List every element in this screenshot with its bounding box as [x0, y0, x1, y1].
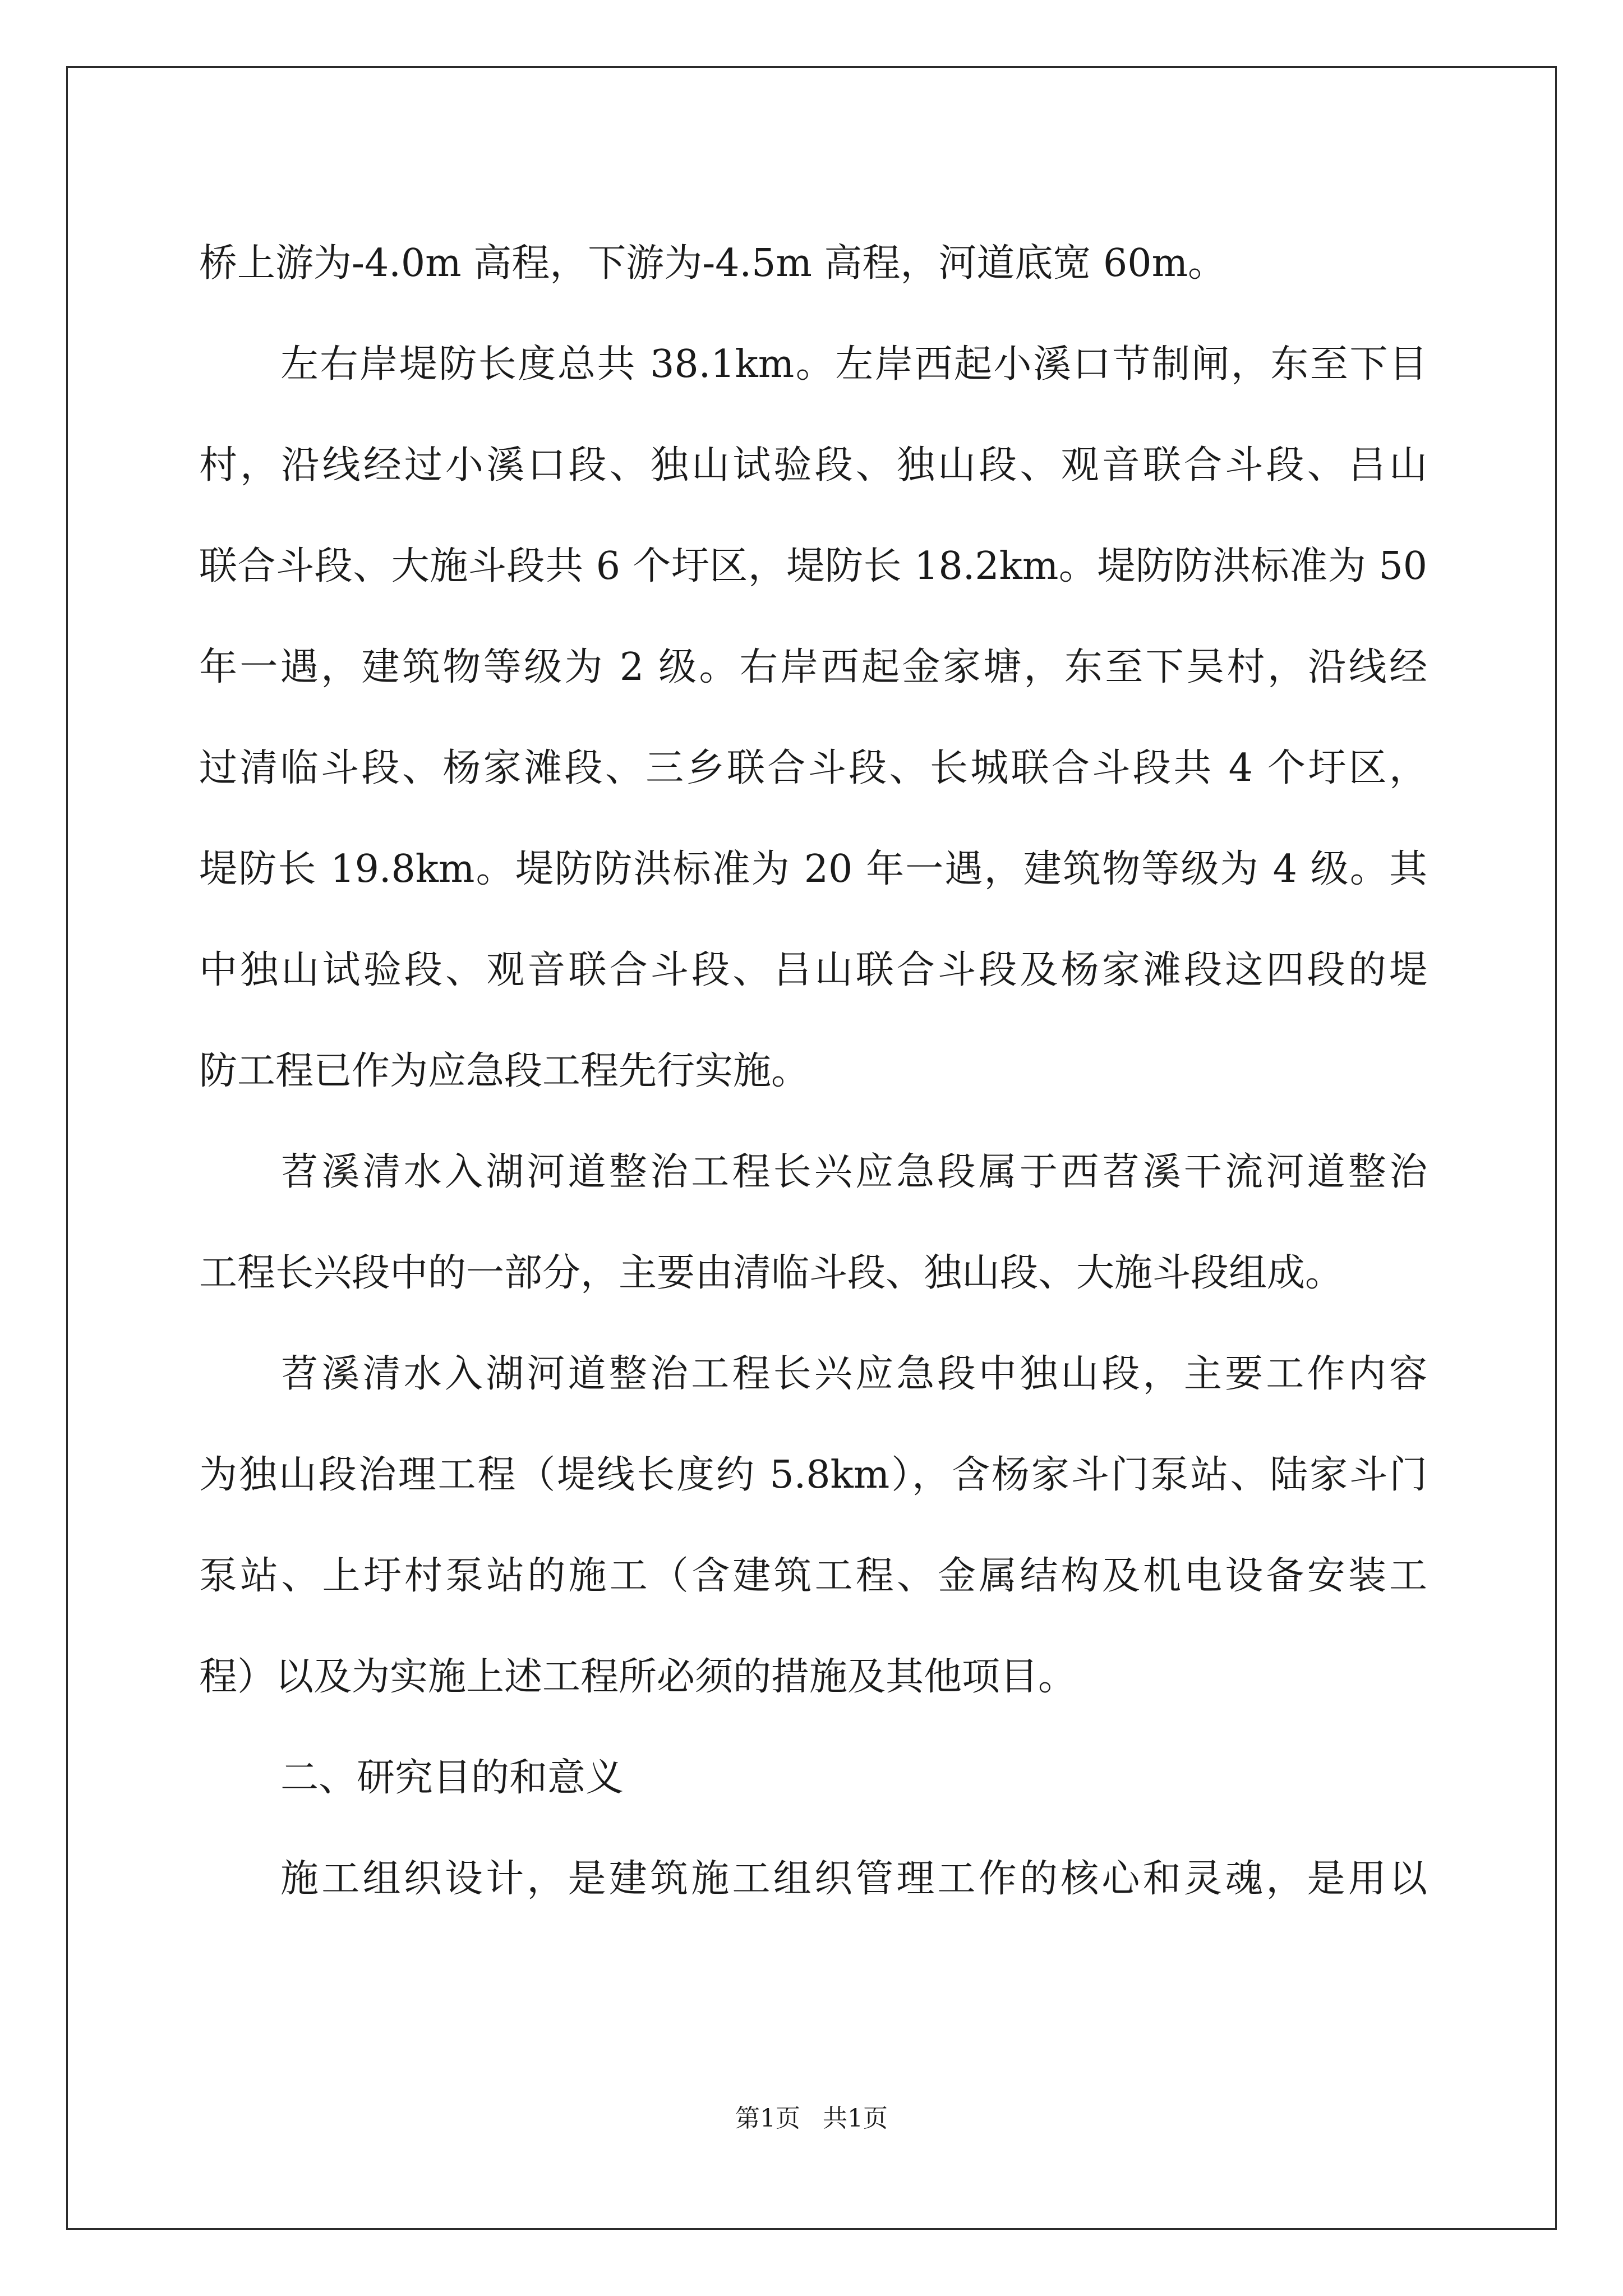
- paragraph-line: 桥上游为-4.0m 高程，下游为-4.5m 高程，河道底宽 60m。: [199, 241, 1227, 286]
- paragraph-line: 左右岸堤防长度总共 38.1km。左岸西起小溪口节制闸，东至下目: [280, 342, 1427, 386]
- paragraph-line: 过清临斗段、杨家滩段、三乡联合斗段、长城联合斗段共 4 个圩区，: [199, 746, 1427, 790]
- paragraph-line: 为独山段治理工程（堤线长度约 5.8km），含杨家斗门泵站、陆家斗门: [199, 1453, 1427, 1497]
- paragraph-line: 施工组织设计，是建筑施工组织管理工作的核心和灵魂，是用以: [280, 1857, 1427, 1901]
- paragraph-line: 防工程已作为应急段工程先行实施。: [199, 1049, 810, 1093]
- paragraph-line: 联合斗段、大施斗段共 6 个圩区，堤防长 18.2km。堤防防洪标准为 50: [199, 544, 1427, 588]
- section-heading: 二、研究目的和意义: [280, 1756, 624, 1800]
- paragraph-line: 苕溪清水入湖河道整治工程长兴应急段中独山段，主要工作内容: [280, 1352, 1427, 1396]
- paragraph-line: 工程长兴段中的一部分，主要由清临斗段、独山段、大施斗段组成。: [199, 1251, 1344, 1295]
- paragraph-line: 苕溪清水入湖河道整治工程长兴应急段属于西苕溪干流河道整治: [280, 1150, 1427, 1194]
- paragraph-line: 村，沿线经过小溪口段、独山试验段、独山段、观音联合斗段、吕山: [199, 443, 1427, 487]
- paragraph-line: 堤防长 19.8km。堤防防洪标准为 20 年一遇，建筑物等级为 4 级。其: [199, 847, 1427, 891]
- paragraph-line: 泵站、上圩村泵站的施工（含建筑工程、金属结构及机电设备安装工: [199, 1554, 1427, 1598]
- page-number-total: 共1页: [823, 2104, 888, 2133]
- page-number-current: 第1页: [735, 2104, 800, 2133]
- paragraph-line: 程）以及为实施上述工程所必须的措施及其他项目。: [199, 1655, 1077, 1699]
- page-footer: [0, 2098, 1623, 2134]
- paragraph-line: 年一遇，建筑物等级为 2 级。右岸西起金家塘，东至下吴村，沿线经: [199, 645, 1427, 689]
- document-body: [199, 213, 1427, 1930]
- paragraph-line: 中独山试验段、观音联合斗段、吕山联合斗段及杨家滩段这四段的堤: [199, 948, 1427, 992]
